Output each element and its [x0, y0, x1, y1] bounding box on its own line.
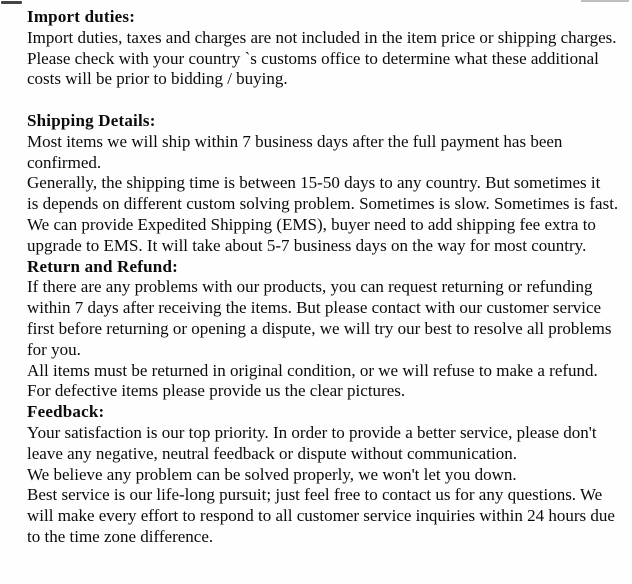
- text-line: leave any negative, neutral feedback or dispute without communication.: [27, 443, 517, 463]
- text-line: is depends on different custom solving problem. Sometimes is slow. Sometimes is fast.: [27, 194, 619, 214]
- section-shipping-details: [27, 111, 626, 257]
- text-line: confirmed.: [27, 152, 102, 172]
- section-heading-shipping-details: Shipping Details:: [27, 110, 156, 130]
- text-line: Import duties, taxes and charges are not included in the item price or shipping charges.: [27, 27, 617, 47]
- text-line: costs will be prior to bidding / buying.: [27, 69, 288, 89]
- section-heading-import-duties: Import duties:: [27, 7, 136, 26]
- text-line: Best service is our life-long pursuit; just feel free to contact us for any questions. We: [27, 485, 603, 505]
- text-line: to the time zone difference.: [27, 526, 214, 546]
- section-import-duties: [27, 7, 626, 111]
- section-heading-return-and-refund: Return and Refund:: [27, 256, 178, 276]
- section-feedback: [27, 402, 626, 548]
- text-line: will make every effort to respond to all customer service inquiries within 24 hours due: [27, 506, 615, 526]
- text-line: upgrade to EMS. It will take about 5-7 business days on the way for most country.: [27, 235, 587, 255]
- text-line: Generally, the shipping time is between 15-50 days to any country. But sometimes it: [27, 173, 601, 193]
- section-heading-feedback: Feedback:: [27, 402, 105, 422]
- text-line: If there are any problems with our products, you can request returning or refunding: [27, 277, 593, 297]
- text-line: within 7 days after receiving the items. But please contact with our customer service: [27, 298, 602, 318]
- text-line: first before returning or opening a dispute, we will try our best to resolve all problems: [27, 318, 612, 338]
- text-line: Most items we will ship within 7 business days after the full payment has been: [27, 131, 563, 151]
- document-sections: [27, 7, 626, 548]
- blank-line: [27, 90, 626, 111]
- section-return-and-refund: [27, 257, 626, 403]
- border-artifact-top-left: [1, 1, 22, 4]
- text-line: We can provide Expedited Shipping (EMS), buyer need to add shipping fee extra to: [27, 214, 596, 234]
- text-line: Please check with your country `s customs office to determine what these additional: [27, 48, 599, 68]
- text-line: We believe any problem can be solved properly, we won't let you down.: [27, 464, 517, 484]
- text-line: All items must be returned in original condition, or we will refuse to make a refund.: [27, 360, 598, 380]
- border-artifact-top-right: [581, 0, 629, 2]
- text-line: for you.: [27, 339, 81, 359]
- text-line: Your satisfaction is our top priority. In order to provide a better service, please don't: [27, 422, 597, 442]
- text-line: For defective items please provide us the clear pictures.: [27, 381, 406, 401]
